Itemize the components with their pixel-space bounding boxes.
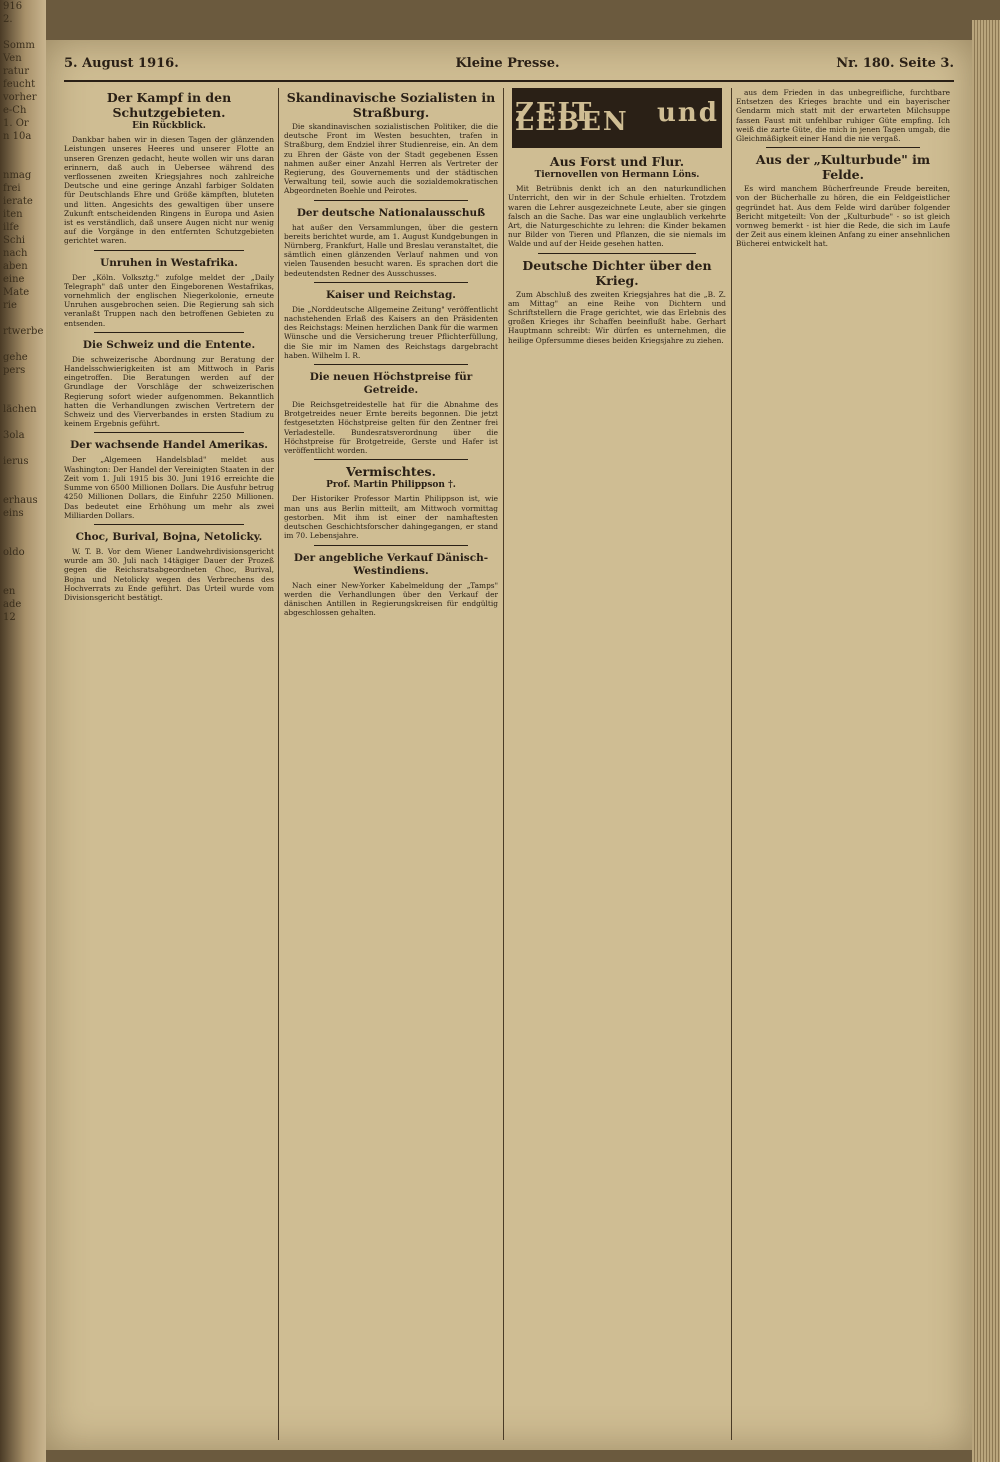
divider: [94, 524, 244, 525]
divider: [94, 250, 244, 251]
article-subtitle: Prof. Martin Philippson †.: [326, 480, 456, 491]
spine-text-fragment: Somm: [3, 40, 35, 51]
article-title: Aus der „Kulturbude" im Felde.: [755, 152, 931, 183]
article-body: aus dem Frieden in das unbegreifliche, furchtbare Entsetzen des Krieges brachte und ein bayerischer Gendarm mich statt mit der erwarteten Milchsuppe fassen Faust mit unfehlbar ruhiger Güte empfing. Ich weiß die zarte Güte, die mich in jenen Tagen umgab, die Gleichmäßigkeit einer Hand die nie vergaß.: [736, 88, 950, 144]
spine-text-fragment: Schi: [3, 235, 26, 246]
spine-text-fragment: 916: [3, 1, 23, 12]
spine-text-fragment: [0, 312, 46, 325]
article-body: Die „Norddeutsche Allgemeine Zeitung" veröffentlicht nachstehenden Erlaß des Kaisers an den Präsidenten des Reichstags: Meinen herzlichen Dank für die warmen Wünsche und die Versicherung treuer Pflichterfüllung, die Sie mir im Namen des Reichstags dargebracht haben. Wilhelm I. R.: [284, 304, 498, 360]
spine-text-fragment: [0, 416, 46, 429]
article-title: Aus Forst und Flur.: [549, 154, 685, 169]
spine-text-fragment: [0, 26, 46, 39]
spine-text-fragment: nach: [3, 248, 28, 259]
article-title: Unruhen in Westafrika.: [100, 256, 238, 269]
column-divider: [731, 88, 732, 1440]
spine-text-fragment: [0, 533, 46, 546]
article-title: Kaiser und Reichstag.: [326, 288, 456, 301]
spine-text-fragment: nmag: [3, 170, 32, 181]
newspaper-page: [46, 40, 972, 1450]
article-title: Skandinavische Sozialisten in Straßburg.: [286, 90, 496, 120]
article-subtitle: Tiernovellen von Hermann Löns.: [534, 170, 700, 180]
spine-text-fragment: ilfe: [3, 222, 20, 233]
spine-text-fragment: 12: [3, 612, 16, 623]
article-body: Die schweizerische Abordnung zur Beratung der Handelsschwierigkeiten ist am Mittwoch in Paris eingetroffen. Die Beratungen werden auf der Grundlage der Vorschläge der schweizerischen Regierung sofort wieder aufgenommen. Bekanntlich hatten die Verhandlungen zwischen Vertretern der Schweiz und des Vierverbandes in ersten Stadium zu keinem Ergebnis geführt.: [64, 354, 274, 429]
article-title: Deutsche Dichter über den Krieg.: [522, 257, 712, 288]
divider: [314, 545, 468, 546]
spine-text-fragment: aben: [3, 261, 28, 272]
adjacent-page-spine: [0, 0, 46, 1462]
spine-text-fragment: [0, 468, 46, 481]
spine-text-fragment: oldo: [3, 547, 25, 558]
section-title: Vermischtes.: [346, 464, 436, 480]
article-body: Mit Betrübnis denkt ich an den naturkundlichen Unterricht, den wir in der Schule erhielten. Trotzdem waren die Lehrer ausgezeichnete Leute, aber sie gingen falsch an die Sache. Das war eine unglaublich verkehrte Art, die Naturgeschichte zu lehren: die Kinder bekamen nur Bilder von Tieren und Pflanzen, die sie niemals im Walde und auf der Heide gesehen hatten.: [508, 184, 726, 249]
column-3: [508, 88, 726, 1440]
spine-text-fragment: eins: [3, 508, 24, 519]
spine-text-fragment: pers: [3, 365, 26, 376]
article-title: Choc, Burival, Bojna, Netolicky.: [75, 530, 263, 543]
divider: [314, 364, 468, 365]
divider: [314, 282, 468, 283]
spine-text-fragment: [0, 481, 46, 494]
spine-text-fragment: frei: [3, 183, 21, 194]
book-page-edges: [972, 20, 1000, 1462]
article-body: Die Reichsgetreidestelle hat für die Abnahme des Brotgetreides neuer Ernte bereits begonnen. Die jetzt festgesetzten Höchstpreise gelten für den Zentner frei Verladestelle. Bundesratsverordnung über die Höchstpreise für Brotgetreide, Gerste und Hafer ist veröffentlicht worden.: [284, 400, 498, 456]
article-body: Es wird manchem Bücherfreunde Freude bereiten, von der Bücherhalle zu hören, die ein Feldgeistlicher gegründet hat. Aus dem Felde wird darüber folgender Bericht mitgeteilt: Von der „Kulturbude" - so ist gleich vornweg bemerkt - ist hier die Rede, die sich im Laufe der Zeit aus einem kleinen Anfang zu einer ansehnlichen Bücherei entwickelt hat.: [736, 184, 950, 249]
article-body: Der „Algemeen Handelsblad" meldet aus Washington: Der Handel der Vereinigten Staaten in der Zeit vom 1. Juli 1915 bis 30. Juni 1916 erreichte die Summe von 6500 Millionen Dollars. Die Ausfuhr betrug 4250 Millionen Dollars, die Einfuhr 2250 Millionen. Das bedeutet eine Erhöhung um mehr als zwei Milliarden Dollars.: [64, 455, 274, 520]
article-title: Die neuen Höchstpreise für Getreide.: [309, 371, 473, 397]
spine-text-fragment: ade: [3, 599, 22, 610]
article-title: Der wachsende Handel Amerikas.: [70, 439, 268, 452]
article-body: W. T. B. Vor dem Wiener Landwehrdivisionsgericht wurde am 30. Juli nach 14tägiger Dauer der Prozeß gegen die Reichsratsabgeordneten Choc, Burival, Bojna und Netolicky wegen des Verbrechens des Hochverrats zu Ende geführt. Das Urteil wurde vom Divisionsgericht bestätigt.: [64, 546, 274, 602]
spine-text-fragment: [0, 377, 46, 390]
article-body: Dankbar haben wir in diesen Tagen der glänzenden Leistungen unseres Heeres und unserer Flotte an unseren Grenzen gedacht, heute wollen wir uns daran erinnern, daß auch in Uebersee während des verflossenen zweiten Kriegsjahres noch zahlreiche Deutsche und eine geringe Anzahl farbiger Soldaten für Deutschlands Ehre und Größe kämpften, bluteten und litten. Angesichts des gewaltigen über unsere Zukunft entscheidenden Ringens in Europa und Asien ist es verständlich, daß unsere Augen nicht nur wenig auf die Vorgänge in den entfernten Schutzgebieten gerichtet waren.: [64, 135, 274, 246]
spine-text-fragment: Ven: [3, 53, 22, 64]
article-title: Der deutsche Nationalausschuß: [296, 206, 486, 219]
article-title: Die Schweiz und die Entente.: [82, 338, 256, 351]
page-header: [64, 46, 954, 82]
divider: [94, 432, 244, 433]
article-body: Der Historiker Professor Martin Philippson ist, wie man uns aus Berlin mitteilt, am Mittwoch vormittag gestorben. Mit ihm ist einer der namhaftesten deutschen Geschichtsforscher dahingegangen, er stand im 70. Lebensjahre.: [284, 494, 498, 541]
feuilleton-masthead: ZEIT und LEBEN: [512, 88, 722, 148]
divider: [314, 459, 468, 460]
spine-text-fragment: erhaus: [3, 495, 38, 506]
spine-text-fragment: gehe: [3, 352, 28, 363]
divider: [538, 253, 696, 254]
column-1: [64, 88, 274, 1440]
divider: [94, 332, 244, 333]
header-issue-number: Nr. 180. Seite 3.: [836, 55, 954, 71]
spine-text-fragment: eine: [3, 274, 25, 285]
spine-text-fragment: ratur: [3, 66, 29, 77]
divider: [314, 200, 468, 201]
article-title: Der angebliche Verkauf Dänisch-Westindiens.: [293, 551, 489, 577]
article-title: Der Kampf in den Schutzgebieten.: [106, 90, 232, 120]
article-body: Nach einer New-Yorker Kabelmeldung der „Tamps" werden die Verhandlungen über den Verkauf der dänischen Antillen in Regierungskreisen für endgültig abgeschlossen gehalten.: [284, 580, 498, 618]
spine-text-fragment: en: [3, 586, 16, 597]
spine-text-fragment: vorher: [3, 92, 37, 103]
spine-text-fragment: [0, 338, 46, 351]
column-2: [284, 88, 498, 1440]
spine-text-fragment: 2.: [3, 14, 13, 25]
spine-text-fragment: Mate: [3, 287, 30, 298]
spine-text-fragment: e-Ch: [3, 105, 27, 116]
header-paper-name: Kleine Presse.: [455, 55, 560, 71]
column-4: [736, 88, 950, 1440]
header-date: 5. August 1916.: [64, 55, 179, 71]
spine-text-fragment: [0, 559, 46, 572]
spine-text-fragment: [0, 572, 46, 585]
spine-text-fragment: n 10a: [3, 131, 32, 142]
spine-text-fragment: [0, 390, 46, 403]
spine-text-fragment: lächen: [3, 404, 37, 415]
article-subtitle: Ein Rückblick.: [132, 121, 206, 131]
article-body: Der „Köln. Volksztg." zufolge meldet der „Daily Telegraph" daß unter den Eingeborenen Westafrikas, vornehmlich der englischen Niegerkolonie, erneute Unruhen ausgebrochen seien. Die Regierung sah sich veranlaßt Truppen nach den betroffenen Gebieten zu entsenden.: [64, 272, 274, 328]
spine-text-fragment: 3ola: [3, 430, 25, 441]
spine-text-fragment: [0, 143, 46, 156]
spine-text-fragment: ierus: [3, 456, 29, 467]
spine-text-fragment: [0, 520, 46, 533]
spine-text-fragment: iten: [3, 209, 23, 220]
spine-text-fragment: rtwerbe: [3, 326, 44, 337]
spine-text-fragment: [0, 442, 46, 455]
article-body: Die skandinavischen sozialistischen Politiker, die die deutsche Front im Westen besuchten, trafen in Straßburg, dem Endziel ihrer Studienreise, ein. An dem zu Ehren der Gäste von der Stadt gegebenen Essen nahmen außer einer Anzahl Herren als Vertreter der Regierung, des Gouvernements und der städtischen Verwaltung teil, sowie auch die sozialdemokratischen Abgeordneten Boehle und Peirotes.: [284, 122, 498, 196]
column-divider: [278, 88, 279, 1440]
spine-text-fragment: feucht: [3, 79, 36, 90]
spine-text-fragment: 1. Or: [3, 118, 29, 129]
article-body: hat außer den Versammlungen, über die gestern bereits berichtet wurde, am 1. August Kundgebungen in Nürnberg, Frankfurt, Halle und Breslau veranstaltet, die sämtlich einen glänzenden Verlauf nahmen und von vielen Tausenden besucht waren. Es sprachen dort die bedeutendsten Redner des Ausschusses.: [284, 222, 498, 278]
spine-text-fragment: rie: [3, 300, 17, 311]
divider: [766, 147, 920, 148]
spine-text-fragment: [0, 156, 46, 169]
article-body: Zum Abschluß des zweiten Kriegsjahres hat die „B. Z. am Mittag" an eine Reihe von Dichtern und Schriftstellern die Frage gerichtet, wie das Erlebnis des großen Krieges ihr Schaffen beeinflußt habe. Gerhart Hauptmann schreibt: Wir dürfen es unternehmen, die heilige Opfersumme dieses beiden Kriegsjahre zu ziehen.: [508, 289, 726, 345]
column-divider: [503, 88, 504, 1440]
spine-text-fragment: ierate: [3, 196, 33, 207]
